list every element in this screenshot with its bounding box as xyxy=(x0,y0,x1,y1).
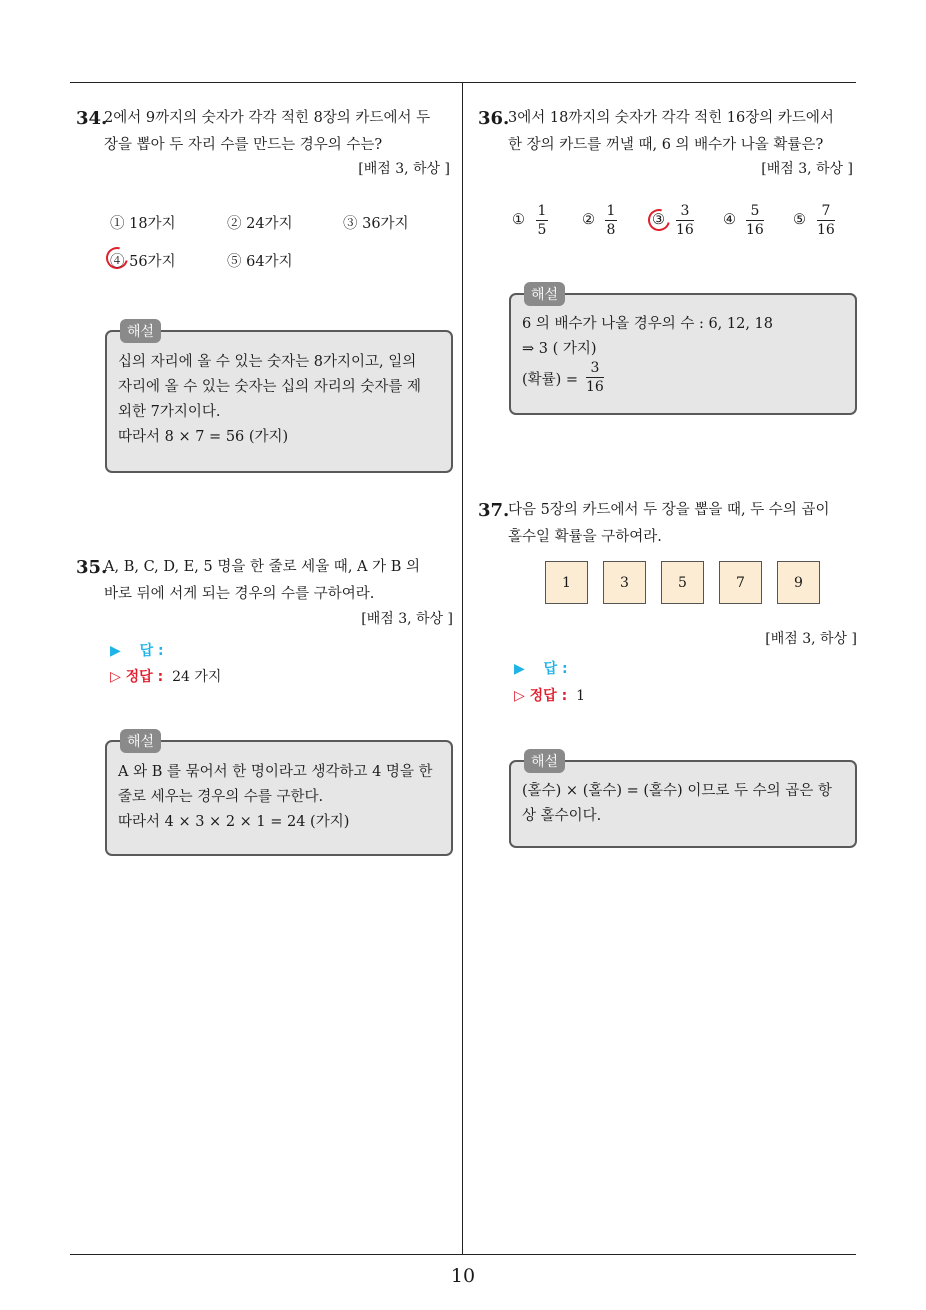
q34-choice-2[interactable]: ② 24가지 xyxy=(227,216,293,232)
q36-choice-5-fraction[interactable] xyxy=(817,203,835,238)
page-number: 10 xyxy=(450,1265,476,1287)
q36-explanation-tag: 해설 xyxy=(524,282,565,306)
question-35-line-2: 바로 뒤에 서게 되는 경우의 수를 구하여라. xyxy=(104,586,375,602)
q36-choice-4-numerator: 5 xyxy=(750,203,760,219)
q36-choice-5-denominator: 16 xyxy=(817,222,835,238)
outline-arrow-icon: ▷ xyxy=(110,669,121,685)
q34-choice-4[interactable]: ④ 56가지 xyxy=(110,254,176,270)
q36-choice-5-mark[interactable]: ⑤ xyxy=(793,212,806,228)
q34-choice-3[interactable]: ③ 36가지 xyxy=(343,216,409,232)
q36-choice-1-denominator: 5 xyxy=(537,222,547,238)
q36-explanation-text xyxy=(522,312,773,362)
q36-choice-4-denominator: 16 xyxy=(746,222,764,238)
question-37-line-2: 홀수일 확률을 구하여라. xyxy=(508,529,662,545)
q36-choice-1-mark[interactable]: ① xyxy=(512,212,525,228)
number-card-1: 1 xyxy=(545,561,588,604)
question-35-score: [배점 3, 하상 ] xyxy=(361,611,453,627)
question-36-text xyxy=(508,105,834,159)
q36-choice-3-denominator: 16 xyxy=(676,222,694,238)
q34-explain-line-1: 십의 자리에 올 수 있는 숫자는 8가지이고, 일의 xyxy=(118,354,417,370)
question-36-line-1: 3에서 18까지의 숫자가 각각 적힌 16장의 카드에서 xyxy=(508,110,834,126)
q35-explanation-tag: 해설 xyxy=(120,729,161,753)
q36-choice-2-fraction[interactable] xyxy=(605,203,617,238)
question-36-line-2: 한 장의 카드를 꺼낼 때, 6 의 배수가 나올 확률은? xyxy=(508,137,824,153)
q34-explain-line-4: 따라서 8 × 7 = 56 (가지) xyxy=(118,429,289,445)
q36-explain-line-3-prefix: (확률) = xyxy=(522,372,579,388)
q36-choice-2-numerator: 1 xyxy=(606,203,616,219)
q35-explain-line-2: 줄로 세우는 경우의 수를 구한다. xyxy=(118,789,324,805)
q37-correct-value: 1 xyxy=(576,688,585,704)
number-card-5: 5 xyxy=(661,561,704,604)
question-36-score: [배점 3, 하상 ] xyxy=(761,161,853,177)
play-arrow-icon: ▶ xyxy=(110,643,121,659)
question-37-number: 37. xyxy=(478,500,510,521)
question-35-line-1: A, B, C, D, E, 5 명을 한 줄로 세울 때, A 가 B 의 xyxy=(104,559,421,575)
q35-explain-line-1: A 와 B 를 묶어서 한 명이라고 생각하고 4 명을 한 xyxy=(118,764,433,780)
q34-choice-1[interactable]: ① 18가지 xyxy=(110,216,176,232)
top-rule xyxy=(70,82,856,83)
q34-choice-5[interactable]: ⑤ 64가지 xyxy=(227,254,293,270)
q36-explain-line-1: 6 의 배수가 나올 경우의 수 : 6, 12, 18 xyxy=(522,316,774,332)
question-37-line-1: 다음 5장의 카드에서 두 장을 뽑을 때, 두 수의 곱이 xyxy=(508,502,830,518)
q35-answer-row xyxy=(110,640,164,660)
q37-explanation-tag: 해설 xyxy=(524,749,565,773)
q34-explain-line-2: 자리에 올 수 있는 숫자는 십의 자리의 숫자를 제 xyxy=(118,379,422,395)
q36-choice-2-denominator: 8 xyxy=(606,222,616,238)
q35-correct-row xyxy=(110,666,221,686)
q36-choice-4-fraction[interactable] xyxy=(746,203,764,238)
number-card-3: 3 xyxy=(603,561,646,604)
q36-explain-denominator: 16 xyxy=(586,379,604,395)
bottom-rule xyxy=(70,1254,856,1255)
question-36-number: 36. xyxy=(478,108,510,129)
q36-choice-5-numerator: 7 xyxy=(821,203,831,219)
q36-choice-1-numerator: 1 xyxy=(537,203,547,219)
q37-correct-row xyxy=(514,685,585,705)
question-37-score: [배점 3, 하상 ] xyxy=(765,631,857,647)
q36-explain-fraction xyxy=(586,360,604,395)
q36-choice-3-mark[interactable]: ③ xyxy=(652,212,665,228)
question-35-number: 35. xyxy=(76,557,108,578)
question-34-number: 34. xyxy=(76,108,108,129)
q36-explain-numerator: 3 xyxy=(590,360,600,376)
question-34-line-1: 2에서 9까지의 숫자가 각각 적힌 8장의 카드에서 두 xyxy=(104,110,431,126)
question-34-line-2: 장을 뽑아 두 자리 수를 만드는 경우의 수는? xyxy=(104,137,383,153)
q34-explanation-text xyxy=(118,350,421,450)
q35-explain-line-3: 따라서 4 × 3 × 2 × 1 = 24 (가지) xyxy=(118,814,350,830)
question-35-text xyxy=(104,554,420,608)
q35-correct-value: 24 가지 xyxy=(172,669,222,685)
q37-explain-line-2: 상 홀수이다. xyxy=(522,808,602,824)
number-card-7: 7 xyxy=(719,561,762,604)
q36-explain-line-2: ⇒ 3 ( 가지) xyxy=(522,341,597,357)
q37-answer-row xyxy=(514,658,568,678)
q36-choice-1-fraction[interactable] xyxy=(536,203,548,238)
q35-correct-label: 정답 : xyxy=(125,669,164,685)
q37-correct-label: 정답 : xyxy=(529,688,568,704)
play-arrow-icon: ▶ xyxy=(514,661,525,677)
question-37-text xyxy=(508,497,829,551)
q36-choice-3-numerator: 3 xyxy=(680,203,690,219)
q36-choice-3-fraction[interactable] xyxy=(676,203,694,238)
question-34-text xyxy=(104,105,430,159)
outline-arrow-icon: ▷ xyxy=(514,688,525,704)
column-divider xyxy=(462,82,463,1254)
q37-explanation-text xyxy=(522,779,832,829)
q35-explanation-text xyxy=(118,760,433,835)
q34-explanation-tag: 해설 xyxy=(120,319,161,343)
q34-explain-line-3: 외한 7가지이다. xyxy=(118,404,221,420)
number-card-9: 9 xyxy=(777,561,820,604)
q36-choice-2-mark[interactable]: ② xyxy=(582,212,595,228)
q37-answer-label: 답 : xyxy=(543,661,568,677)
q35-answer-label: 답 : xyxy=(139,643,164,659)
q37-explain-line-1: (홀수) × (홀수) = (홀수) 이므로 두 수의 곱은 항 xyxy=(522,783,832,799)
question-34-score: [배점 3, 하상 ] xyxy=(358,161,450,177)
q36-choice-4-mark[interactable]: ④ xyxy=(723,212,736,228)
